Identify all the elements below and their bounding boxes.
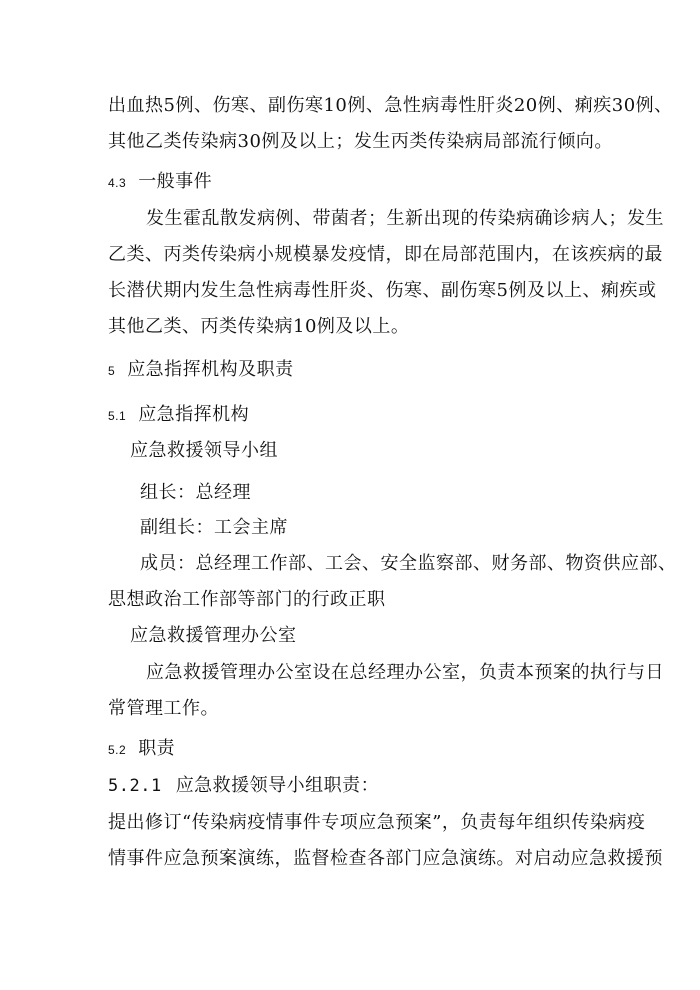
section-heading-5-1 [108, 404, 249, 427]
section-heading-4-3 [108, 171, 212, 194]
section-number: 4.3 [108, 176, 127, 190]
paragraph-line: 其他乙类、丙类传染病10例及以上。 [108, 316, 410, 337]
paragraph-line: 发生霍乱散发病例、带菌者；生新出现的传染病确诊病人；发生 [146, 208, 664, 229]
section-heading-5-2 [108, 738, 175, 761]
paragraph-line: 提出修订“传染病疫情事件专项应急预案”，负责每年组织传染病疫 [108, 812, 646, 833]
group-leader: 组长：总经理 [140, 482, 251, 503]
paragraph-line: 其他乙类传染病30例及以上；发生丙类传染病局部流行倾向。 [108, 131, 613, 152]
section-title: 应急指挥机构及职责 [127, 359, 294, 380]
section-title: 一般事件 [138, 171, 213, 192]
group-title: 应急救援领导小组 [130, 440, 278, 461]
section-number: 5.1 [108, 409, 127, 423]
group-members-line: 思想政治工作部等部门的行政正职 [108, 589, 386, 610]
section-title: 应急救援领导小组职责： [175, 775, 380, 796]
section-heading-5 [108, 359, 294, 382]
group-members-line: 成员：总经理工作部、工会、安全监察部、财务部、物资供应部、 [140, 553, 677, 574]
group-deputy: 副组长：工会主席 [140, 517, 288, 538]
office-desc-line: 应急救援管理办公室设在总经理办公室，负责本预案的执行与日 [146, 662, 664, 683]
section-number: 5 [108, 364, 116, 378]
section-number: 5.2.1 [108, 776, 162, 796]
paragraph-line: 出血热5例、伤寒、副伤寒10例、急性病毒性肝炎20例、痢疾30例、 [108, 95, 673, 116]
office-desc-line: 常管理工作。 [108, 698, 219, 719]
paragraph-line: 情事件应急预案演练，监督检查各部门应急演练。对启动应急救援预 [108, 848, 663, 869]
section-title: 应急指挥机构 [138, 404, 250, 425]
office-title: 应急救援管理办公室 [130, 625, 297, 646]
section-heading-5-2-1 [108, 775, 379, 797]
paragraph-line: 长潜伏期内发生急性病毒性肝炎、伤寒、副伤寒5例及以上、痢疾或 [108, 280, 657, 301]
paragraph-line: 乙类、丙类传染病小规模暴发疫情，即在局部范围内，在该疾病的最 [108, 244, 663, 265]
section-number: 5.2 [108, 743, 127, 757]
section-title: 职责 [138, 738, 176, 759]
